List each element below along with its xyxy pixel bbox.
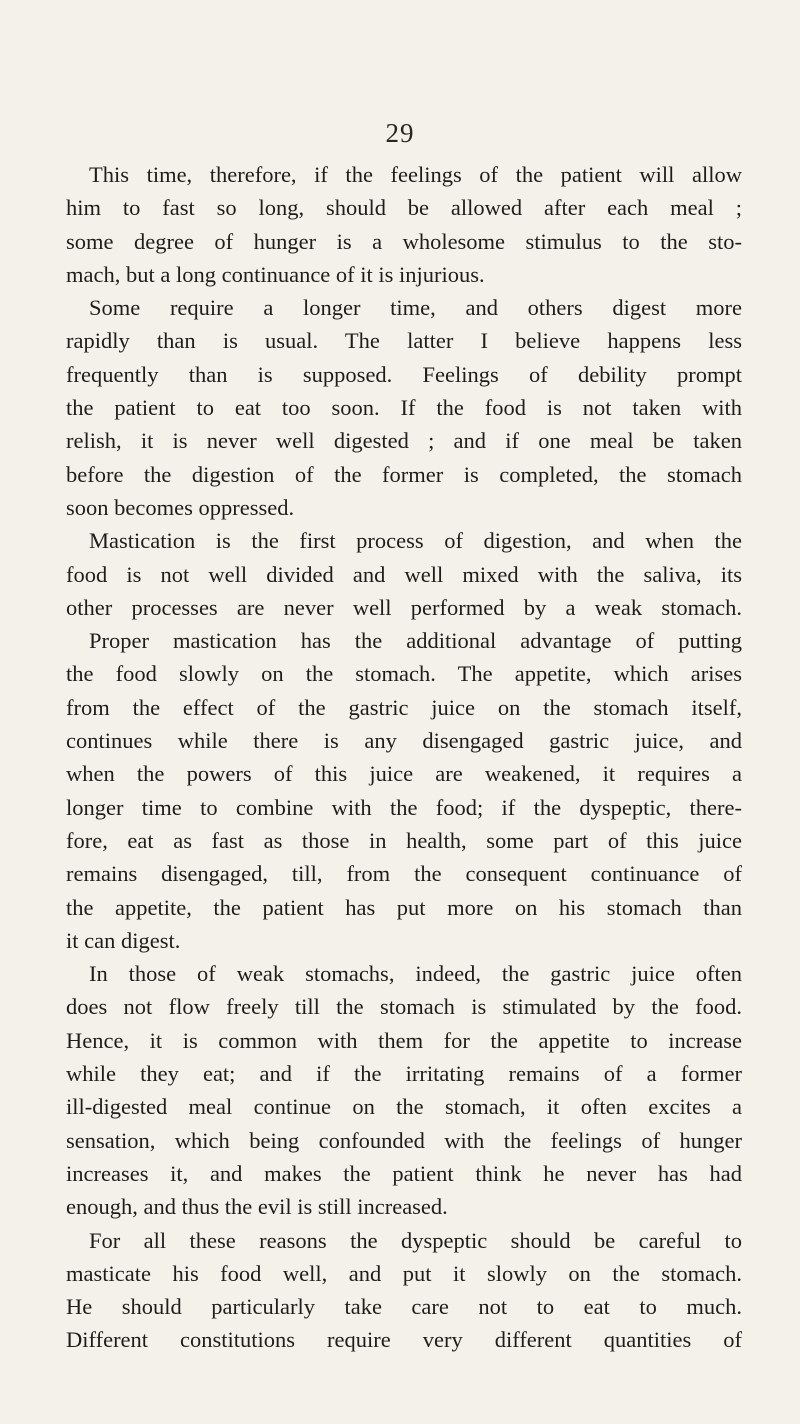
text-line: enough, and thus the evil is still increased.: [66, 1194, 448, 1220]
text-line: food is not well divided and well mixed with the saliva, its: [66, 561, 742, 587]
text-line: Mastication is the first process of digestion, and when the: [89, 528, 742, 554]
text-line: the food slowly on the stomach. The appetite, which arises: [66, 661, 742, 687]
text-line: continues while there is any disengaged gastric juice, and: [66, 728, 742, 754]
text-line: before the digestion of the former is completed, the stomach: [66, 461, 742, 487]
text-line: it can digest.: [66, 927, 181, 953]
text-line: soon becomes oppressed.: [66, 494, 295, 520]
text-line: the appetite, the patient has put more on his stomach than: [66, 894, 742, 920]
text-line: Some require a longer time, and others digest more: [89, 295, 742, 321]
text-line: In those of weak stomachs, indeed, the gastric juice often: [89, 961, 742, 987]
text-line: sensation, which being confounded with the feelings of hunger: [66, 1127, 742, 1153]
body-text: [66, 158, 742, 1357]
text-line: Different constitutions require very different quantities of: [66, 1327, 742, 1353]
text-line: mach, but a long continuance of it is injurious.: [66, 261, 485, 287]
text-line: some degree of hunger is a wholesome stimulus to the sto-: [66, 228, 742, 254]
text-line: rapidly than is usual. The latter I believe happens less: [66, 328, 742, 354]
text-line: from the effect of the gastric juice on the stomach itself,: [66, 694, 742, 720]
text-line: does not flow freely till the stomach is stimulated by the food.: [66, 994, 742, 1020]
text-line: This time, therefore, if the feelings of the patient will allow: [89, 162, 742, 187]
text-line: the patient to eat too soon. If the food is not taken with: [66, 395, 742, 421]
text-line: when the powers of this juice are weakened, it requires a: [66, 761, 742, 787]
text-line: relish, it is never well digested ; and if one meal be taken: [66, 428, 742, 454]
page-number: 29: [385, 118, 415, 148]
text-line: longer time to combine with the food; if the dyspeptic, there-: [66, 794, 742, 820]
text-line: while they eat; and if the irritating remains of a former: [66, 1061, 742, 1087]
text-line: ill-digested meal continue on the stomach, it often excites a: [66, 1094, 742, 1120]
text-line: other processes are never well performed by a weak stomach.: [66, 594, 742, 620]
text-line: increases it, and makes the patient think he never has had: [66, 1160, 742, 1186]
text-line: He should particularly take care not to eat to much.: [66, 1294, 742, 1320]
text-line: masticate his food well, and put it slowly on the stomach.: [66, 1260, 742, 1286]
text-line: Hence, it is common with them for the appetite to increase: [66, 1027, 742, 1053]
text-line: him to fast so long, should be allowed after each meal ;: [66, 195, 742, 221]
text-line: Proper mastication has the additional advantage of putting: [89, 628, 742, 654]
text-line: remains disengaged, till, from the consequent continuance of: [66, 861, 742, 887]
text-line: frequently than is supposed. Feelings of debility prompt: [66, 361, 742, 387]
text-line: fore, eat as fast as those in health, some part of this juice: [66, 827, 742, 853]
text-line: For all these reasons the dyspeptic should be careful to: [89, 1227, 742, 1253]
